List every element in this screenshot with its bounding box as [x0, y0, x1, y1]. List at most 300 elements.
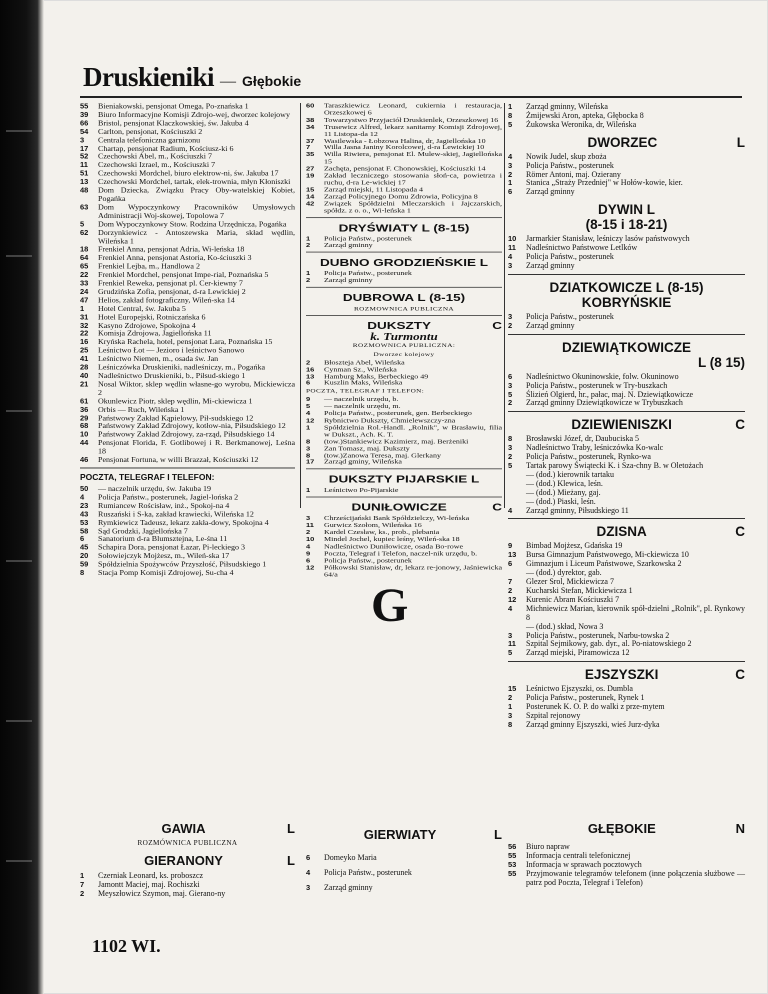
entry-number: 60 [306, 102, 315, 110]
entry-text: Zachęta, pensjonat F. Chonowskiej, Kościuszki 14 [324, 164, 486, 172]
entry-number: 2 [306, 241, 311, 249]
list-entry [306, 124, 502, 138]
list-entry [80, 229, 295, 246]
entry-number: 5 [80, 219, 85, 229]
dryswiaty-heading: DRYŚWIATY L (8-15) [338, 221, 470, 234]
entry-number: 37 [306, 137, 315, 145]
entry-number: 13 [508, 550, 517, 560]
entry-text: Czechowski Abel, m., Kościuszki 7 [98, 152, 212, 162]
entry-number: 5 [508, 648, 513, 658]
entry-text: Czechowski Mordchel, tartak, elek-trownia, młyn Kłoniszki [98, 177, 291, 187]
entry-text: Policja Państw., posterunek [324, 556, 412, 564]
list-entry [306, 865, 502, 880]
entry-number: 25 [80, 345, 89, 355]
entry-text: Brosławski Józef, dr, Daubuciska 5 [526, 434, 639, 444]
entry-text: Czechowski Mordchel, biuro elektrow-ni, św. Jakuba 17 [98, 169, 279, 178]
entry-number: 23 [80, 501, 89, 510]
entry-number: 45 [80, 543, 89, 552]
entry-text: Sanatorium d-ra Blumsztejna, Le-śna 11 [98, 534, 228, 544]
dunilowicze-list-cont [508, 103, 745, 130]
entry-text: Kardel Czesław, ks., prob., plebania [324, 528, 440, 536]
entry-text: Domeyko Maria [324, 853, 377, 862]
dukszty-list [306, 359, 502, 387]
dywin-heading: DYWIN L [598, 202, 655, 218]
entry-text: Policja Państw., posterunek [324, 234, 412, 242]
poczta-heading: POCZTA, TELEGRAF I TELEFON: [80, 472, 215, 482]
entry-text: Hamburg Maks, Berbeckiego 49 [324, 372, 429, 380]
list-entry [306, 850, 502, 865]
entry-number: 3 [306, 883, 311, 892]
entry-text: Meyszłowicz Szymon, maj. Gierano-ny [98, 889, 226, 898]
druskieniki-list-2 [80, 485, 295, 578]
entry-number: 29 [80, 413, 89, 422]
entry-number: 35 [306, 151, 315, 159]
entry-number: 38 [306, 116, 315, 124]
entry-text: Zarząd Policyjnego Domu Zdrowia, Policyjna 8 [324, 192, 478, 200]
entry-number: 22 [80, 329, 89, 338]
entry-number: 2 [508, 398, 513, 408]
list-entry [80, 381, 295, 398]
list-entry [306, 152, 502, 166]
entry-text: Zakład leczniczego stosowania słoń-ca, powietrza i ruchu, d-ra Le-wickiej 17 [324, 171, 502, 186]
gieranony-heading: GIERANONY L [144, 853, 295, 868]
entry-number: 24 [80, 287, 89, 296]
entry-text: (tow.)Zanowa Teresa, maj. Glerkany [324, 451, 441, 459]
glebokie-section [508, 816, 745, 887]
column-1 [80, 103, 295, 578]
entry-text: Rumiancew Rościsław, inż., Spokoj-na 4 [98, 501, 230, 510]
dunilowicze-list [306, 516, 502, 579]
entry-number: 8 [306, 437, 311, 445]
entry-number: 53 [508, 860, 517, 869]
entry-text: Policja Państw., posterunek [526, 252, 614, 262]
dukszty-sub2: Dworzec kolejowy [373, 350, 435, 358]
entry-text: — (dod.) Piaski, leśn. [526, 496, 596, 506]
entry-text: Zarząd gminny [324, 276, 373, 284]
entry-text: Trusewicz Alfred, lekarz sanitarny Komisji Zdrojowej, 11 Listopa-da 12 [324, 123, 502, 138]
entry-number: 40 [80, 371, 89, 380]
entry-number: 17 [80, 144, 89, 153]
entry-number: 3 [508, 710, 513, 720]
entry-text: Państwowy Zakład Kąpielowy, Pił-sudskiego 12 [98, 413, 254, 422]
entry-number: 48 [80, 186, 89, 195]
entry-text: Związek Spółdzielni Mleczarskich i Jajczarskich, spółdz. z o. o., Wi-leńska 1 [324, 199, 502, 214]
entry-text: Policja Państw., posterunek, Rynko-wa [526, 452, 651, 462]
entry-number: 2 [508, 693, 513, 703]
entry-text: Bimbad Mojżesz, Gdańska 19 [526, 541, 623, 551]
entry-text: Kasyno Zdrojowe, Spokojna 4 [98, 320, 196, 330]
entry-number: 10 [508, 234, 517, 244]
entry-text: Gurwicz Szołom, Wileńska 16 [324, 521, 422, 529]
entry-number: 8 [80, 568, 85, 578]
entry-number: 1 [306, 423, 311, 431]
entry-text: Mindel Jochel, kupiec leśny, Wileń-ska 18 [324, 535, 460, 543]
list-entry [508, 851, 745, 860]
entry-number: 2 [508, 586, 513, 595]
druskieniki-list [80, 103, 295, 465]
entry-text: Jarmarkier Stanisław, leśniczy lasów państwowych [526, 234, 690, 244]
entry-text: Hotel Central, św. Jakuba 5 [98, 303, 186, 313]
entry-number: 1 [508, 102, 513, 111]
entry-number: 11 [508, 243, 516, 253]
entry-text: — (dod.) Mieżany, gaj. [526, 487, 601, 497]
list-entry [306, 243, 502, 250]
section-letter-g: G [371, 579, 409, 632]
entry-number: 12 [508, 594, 517, 604]
entry-number: 11 [306, 521, 314, 529]
entry-number: 46 [80, 455, 89, 464]
entry-text: Towarzystwo Przyjaciół Druskienlek, Orzeszkowej 16 [324, 116, 499, 124]
entry-number: 5 [306, 402, 311, 410]
entry-text: Stanica „Straży Przedniej" w Hołów-kowie, kier. [526, 178, 683, 188]
entry-number: 6 [306, 556, 311, 564]
entry-text: Römer Antoni, maj. Ozierany [526, 169, 621, 179]
list-entry [80, 439, 295, 456]
entry-text: Żmijewski Aron, apteka, Głębocka 8 [526, 110, 644, 120]
entry-number: 15 [306, 185, 315, 193]
entry-text: Leśnictwo Łot — Jezioro i leśnictwo Sanowo [98, 345, 245, 355]
entry-text: Policja Państw., posterunek, gen. Berbeckiego [324, 409, 472, 417]
entry-number: 4 [306, 542, 311, 550]
entry-number: 1 [508, 178, 513, 188]
list-entry [306, 564, 502, 578]
entry-text: Policja Państw., posterunek, Narbu-towska 2 [526, 630, 670, 640]
entry-number: 6 [306, 853, 311, 862]
entry-text: Tartak parowy Świątecki K. i Sza-chny B. w Oletożach [526, 461, 704, 471]
list-entry [508, 121, 745, 130]
entry-number: 3 [508, 380, 513, 390]
list-entry [508, 842, 745, 851]
entry-number: 18 [80, 245, 89, 254]
entry-text: Helios, zakład fotograficzny, Wileń-ska 14 [98, 295, 235, 304]
ejszyszki-heading: EJSZYSZKI C [584, 667, 745, 683]
entry-text: Szpital rejonowy [526, 710, 581, 720]
entry-number: 4 [508, 505, 513, 515]
dukszty-pijarskie-heading: DUKSZTY PIJARSKIE L [328, 473, 480, 486]
entry-number: 6 [508, 559, 513, 569]
entry-text: Sołowiejczyk Mojżesz, m., Wileń-ska 17 [98, 551, 230, 561]
entry-number: 8 [306, 451, 311, 459]
entry-number: 3 [80, 135, 85, 145]
entry-number: 8 [508, 719, 513, 729]
list-entry [80, 204, 295, 221]
entry-number: 3 [508, 443, 513, 453]
entry-number: 44 [80, 438, 89, 447]
entry-number: 1 [306, 269, 311, 277]
entry-text: Hotel Europejski, Rotniczańska 6 [98, 312, 206, 321]
dworzec-heading: DWORZEC L [587, 134, 745, 150]
entry-number: 8 [508, 434, 513, 444]
entry-text: Centrala telefoniczna garnizonu [98, 135, 201, 145]
entry-text: Nadleśnictwo Duniłowicze, osada Bo-rowe [324, 542, 464, 550]
page-header [83, 62, 743, 92]
entry-text: Glezer Srol, Mickiewicza 7 [526, 577, 614, 587]
entry-number: 16 [306, 365, 315, 373]
entry-number: 3 [508, 260, 513, 270]
dubrowa-sub: ROZMOWNICA PUBLICZNA [353, 305, 455, 313]
entry-text: Chrześcijański Bank Spółdzielczy, Wi-leńska [324, 514, 470, 522]
dworzec-list [508, 153, 745, 198]
header-title: Druskieniki [83, 62, 215, 92]
gieranony-list [80, 871, 295, 898]
entry-number: 31 [80, 312, 89, 321]
dywin-list [508, 235, 745, 271]
entry-text: Nadleśnictwo Traby, leśniczówka Ko-walc [526, 443, 664, 453]
entry-number: 5 [508, 119, 513, 129]
entry-text: Spółdzielnia Spożywców Przyszłość, Piłsudskiego 1 [98, 560, 267, 569]
entry-text: Kryńska Rachela, hotel, pensjonat Lara, Poznańska 15 [98, 337, 273, 347]
entry-text: Stacja Pomp Komisji Zdrojowej, Su-cha 4 [98, 568, 234, 578]
entry-text: (tow.)Stankiewicz Kazimierz, maj. Berżeniki [324, 437, 469, 445]
column-divider [300, 103, 301, 508]
dukszty-heading: DUKSZTY C [367, 319, 502, 332]
entry-text: Pensjonat Florida, F. Gotlibowej i R. Berkmanowej, Leśna 18 [98, 438, 295, 456]
entry-text: Kuszlin Maks, Wileńska [324, 379, 403, 387]
list-entry [80, 871, 295, 880]
list-entry [80, 880, 295, 889]
entry-number: 61 [80, 396, 89, 405]
entry-number: 21 [80, 379, 89, 389]
entry-text: Leśnictwo Po-Pijarskie [324, 486, 399, 494]
entry-number: 16 [80, 337, 89, 347]
entry-text: Policja Państw., posterunek [324, 868, 412, 877]
entry-number: 13 [80, 177, 89, 187]
column-2 [306, 103, 502, 578]
entry-number: 6 [508, 187, 513, 197]
entry-number: 8 [508, 110, 513, 120]
entry-number: 47 [80, 295, 89, 304]
entry-number: 6 [508, 371, 513, 381]
list-entry [80, 570, 295, 578]
entry-text: Leśnictwo Ejszyszki, os. Dumbla [526, 684, 633, 694]
list-entry [508, 322, 745, 331]
entry-text: Żukowska Weronika, dr, Wileńska [526, 119, 637, 129]
dziatkowicze-heading: DZIATKOWICZE L (8-15) [549, 279, 704, 295]
entry-text: Nowik Judel, skup zboża [526, 151, 607, 161]
entry-number: 2 [508, 169, 513, 179]
entry-number: 50 [80, 484, 89, 493]
ejszyszki-list [508, 685, 745, 730]
entry-number: 54 [80, 127, 89, 136]
header-rule [80, 96, 742, 98]
entry-number: 55 [80, 102, 89, 111]
entry-number: 2 [508, 320, 513, 330]
dukszty-sub: ROZMOWNICA PUBLICZNA: [352, 342, 456, 349]
list-entry [306, 880, 502, 895]
entry-text: Chartap, pensjonat Radium, Kościusz-ki 6 [98, 144, 234, 153]
entry-text: Dorzynkiewicz - Antoszewska Maria, skład wędlin, Wileńska 1 [98, 228, 295, 246]
dryswiaty-list [306, 236, 502, 250]
entry-text: Bieniakowski, pensjonat Omega, Po-znańska 1 [98, 102, 249, 111]
entry-number: 1 [80, 871, 85, 880]
entry-number: 58 [80, 526, 89, 536]
entry-number: 27 [306, 164, 315, 172]
entry-text: Kurenic Abram Kościuszki 7 [526, 594, 620, 604]
entry-text: Informacja w sprawach pocztowych [526, 860, 642, 869]
dubrowa-heading: DUBROWA L (8-15) [342, 291, 466, 304]
entry-text: Zarząd gminny [324, 241, 373, 249]
entry-text: Policja Państw., posterunek [526, 311, 614, 321]
entry-text: Poczta, Telegraf i Telefon, naczel-nik urzędu, b. [324, 549, 478, 557]
list-entry [80, 456, 295, 464]
dziewiatkowicze-hours: L (8 15) [697, 354, 745, 370]
entry-text: — naczelnik urzędu, m. [324, 402, 401, 410]
entry-number: 4 [80, 492, 85, 502]
list-entry [508, 721, 745, 730]
entry-number: 2 [306, 276, 311, 284]
list-entry [508, 399, 745, 408]
entry-number: 33 [80, 278, 89, 288]
list-entry [306, 173, 502, 187]
entry-text: Policja Państw., posterunek, Jagiel-lońska 2 [98, 492, 239, 502]
entry-number: 43 [80, 509, 89, 519]
entry-text: Gimnazjum i Liceum Państwowe, Szarkowska 2 [526, 559, 682, 569]
entry-text: Półkowski Stanisław, dr, lekarz re-jonowy, Jaśniewicka 64/a [324, 563, 502, 578]
dziewiatkowicze-list [508, 373, 745, 409]
list-entry [508, 605, 745, 623]
entry-text: Zarząd gminny Ejszyszki, wieś Jurz-dyka [526, 719, 660, 729]
gierwiaty-heading: GIERWIATY L [363, 827, 502, 842]
entry-text: Policja Państw., posterunek w Try-buszkach [526, 380, 668, 390]
entry-text: Spółdzielnia Rol.-Handl. „Rolnik", w Brasławiu, filia w Dukszt., Ach. K. T. [324, 423, 502, 438]
entry-number: 14 [306, 192, 315, 200]
entry-text: Frenkiel Anna, pensjonat Adria, Wi-leńska 18 [98, 245, 245, 254]
entry-number: 32 [80, 320, 89, 330]
list-entry [80, 187, 295, 204]
entry-text: Carlton, pensjonat, Kościuszki 2 [98, 127, 203, 136]
gierwiaty-list [306, 850, 502, 895]
entry-text: Zarząd gminny, Wileńska [526, 102, 608, 111]
entry-text: Dom Wypoczynkowy Pracowników Umysłowych Administracji Woj-skowej, Topolowa 7 [98, 202, 295, 220]
entry-number: 12 [306, 416, 315, 424]
entry-text: Willa Riwiera, pensjonat El. Mulew-skiej, Jagiellońska 15 [324, 151, 502, 166]
entry-text: Biuro Informacyjne Komisji Zdrojo-wej, dworzec kolejowy [98, 110, 290, 119]
dziatkowicze-list [508, 313, 745, 331]
entry-text: — (dod.) kierownik tartaku [526, 469, 614, 479]
list-entry [508, 649, 745, 658]
entry-number: 1 [306, 234, 311, 242]
entry-number: 64 [80, 253, 89, 262]
scan-dark-edge [0, 0, 44, 994]
entry-text: Taraszkiewicz Leonard, cukiernia i restauracja, Orzeszkowej 6 [324, 102, 502, 117]
dukszty-poczta: POCZTA, TELEGRAF I TELEFON: [306, 388, 425, 395]
entry-number: 11 [508, 639, 516, 649]
entry-text: Biuro napraw [526, 842, 570, 851]
entry-text: Willa Jasna Janiny Korolcowej, d-ra Lewickiej 10 [324, 144, 485, 152]
entry-number: 19 [306, 171, 315, 179]
header-separator: — [220, 73, 237, 90]
entry-text: Okunlewicz Piotr, sklep wędlin, Mi-ckiewicza 1 [98, 396, 253, 405]
entry-number: 1 [80, 303, 85, 313]
entry-number: 22 [80, 270, 89, 279]
entry-number: 65 [80, 261, 89, 271]
dunilowicze-heading: DUNIŁOWICZE C [351, 501, 502, 514]
entry-text: Informacja centrali telefonicznej [526, 851, 631, 860]
entry-number: 3 [508, 311, 513, 321]
entry-text: Państwowy Zakład Zdrojowy, kotłow-nia, Piłsudskiego 12 [98, 421, 286, 431]
entry-number: 1 [306, 486, 311, 494]
entry-number: 51 [80, 169, 89, 178]
entry-text: Ślizień Olgierd, hr., pałac, maj. N. Dziewiątkowicze [526, 389, 694, 399]
entry-text: Wasilewska - Łobzowa Halina, dr, Jagiellońska 10 [324, 137, 486, 145]
entry-text: Nadleśnictwo Druskieniki, b., Piłsud-skiego 1 [98, 371, 246, 380]
entry-text: Orbis — Ruch, Wileńska 1 [98, 404, 185, 414]
entry-text: Zarząd gminny [526, 187, 575, 197]
entry-number: 3 [306, 444, 311, 452]
entry-number: 42 [306, 199, 315, 207]
entry-number: 55 [508, 869, 517, 878]
gawia-heading: GAWIA L [161, 821, 295, 836]
entry-text: Kucharski Stefan, Mickiewicza 1 [526, 586, 633, 595]
entry-text: Frenkiel Reweka, pensjonat pl. Cer-kiewny 7 [98, 278, 243, 288]
entry-number: 12 [306, 563, 315, 571]
dukszty-list-2 [306, 397, 502, 467]
entry-number: 4 [508, 252, 513, 262]
entry-text: Leśnictwo Niemen, m., osada św. Jan [98, 354, 219, 363]
entry-number: 2 [508, 452, 513, 462]
entry-number: 3 [508, 630, 513, 640]
entry-number: 2 [306, 528, 311, 536]
entry-number: 10 [80, 430, 89, 439]
list-entry [508, 188, 745, 197]
entry-number: 20 [80, 551, 89, 561]
entry-number: 9 [306, 395, 311, 403]
entry-text: Nosal Wiktor, sklep wędlin własne-go wyrobu, Mickiewicza 2 [98, 379, 295, 397]
entry-number: 36 [80, 404, 89, 414]
entry-number: 5 [508, 389, 513, 399]
entry-text: Pensjonat Fortuna, w willi Brazzał, Kościuszki 12 [98, 455, 259, 464]
entry-text: Zarząd miejski, Piramowicza 12 [526, 648, 630, 658]
entry-number: 9 [306, 549, 311, 557]
entry-text: Frenkiel Lejba, m., Handlowa 2 [98, 261, 200, 271]
entry-text: Zarząd gminny [324, 883, 373, 892]
entry-text: Bristol, pensjonat Klaczkowskiej, św. Jakuba 4 [98, 118, 249, 128]
entry-number: 2 [80, 889, 85, 898]
entry-text: Nadleśnictwo Państwowe Letlków [526, 243, 638, 253]
gierwiaty-section [306, 822, 502, 895]
entry-text: Ruszański i S-ka, zakład krawiecki, Wileńska 12 [98, 509, 254, 519]
dywin-hours: (8-15 i 18-21) [585, 217, 668, 233]
entry-text: Grudzińska Zofia, pensjonat, d-ra Lewickiej 2 [98, 287, 246, 296]
entry-number: 6 [306, 379, 311, 387]
entry-text: Rybnictwo Dukszty, Chmielewszczy-zna [324, 416, 456, 424]
entry-number: 66 [80, 118, 89, 128]
entry-number: 4 [306, 409, 311, 417]
dziewieniszki-heading: DZIEWIENISZKI C [571, 417, 745, 433]
dubno-list [306, 271, 502, 285]
entry-text: Jamontt Maciej, maj. Rochiszki [98, 880, 200, 889]
entry-text: Posterunek K. O. P. do walki z prze-mytem [526, 702, 665, 712]
column-divider [504, 103, 505, 508]
entry-number: 63 [80, 202, 89, 212]
entry-text: Dom Wypoczynkowy Stow. Rodzina Urzędnicza, Pogańka [98, 219, 287, 229]
page-number: 1102 WI. [92, 936, 161, 956]
entry-number: 41 [80, 354, 89, 363]
entry-text: Cynman Sz., Wileńska [324, 365, 397, 373]
list-entry [306, 201, 502, 215]
entry-text: Zarząd gminny, Piłsudskiego 11 [526, 505, 629, 515]
glebokie-list [508, 842, 745, 887]
entry-text: Czerniak Leonard, ks. proboszcz [98, 871, 204, 880]
column-3 [508, 103, 745, 730]
entry-text: Michniewicz Marian, kierownik spół-dzielni „Rolnik", pl. Rynkowy 8 [526, 603, 745, 622]
entry-number: 53 [80, 518, 89, 527]
entry-text: Policja Państw., posterunek [324, 269, 412, 277]
list-entry [508, 860, 745, 869]
entry-number: 28 [80, 362, 89, 372]
entry-number: 6 [80, 534, 85, 544]
entry-number: 39 [80, 110, 89, 119]
